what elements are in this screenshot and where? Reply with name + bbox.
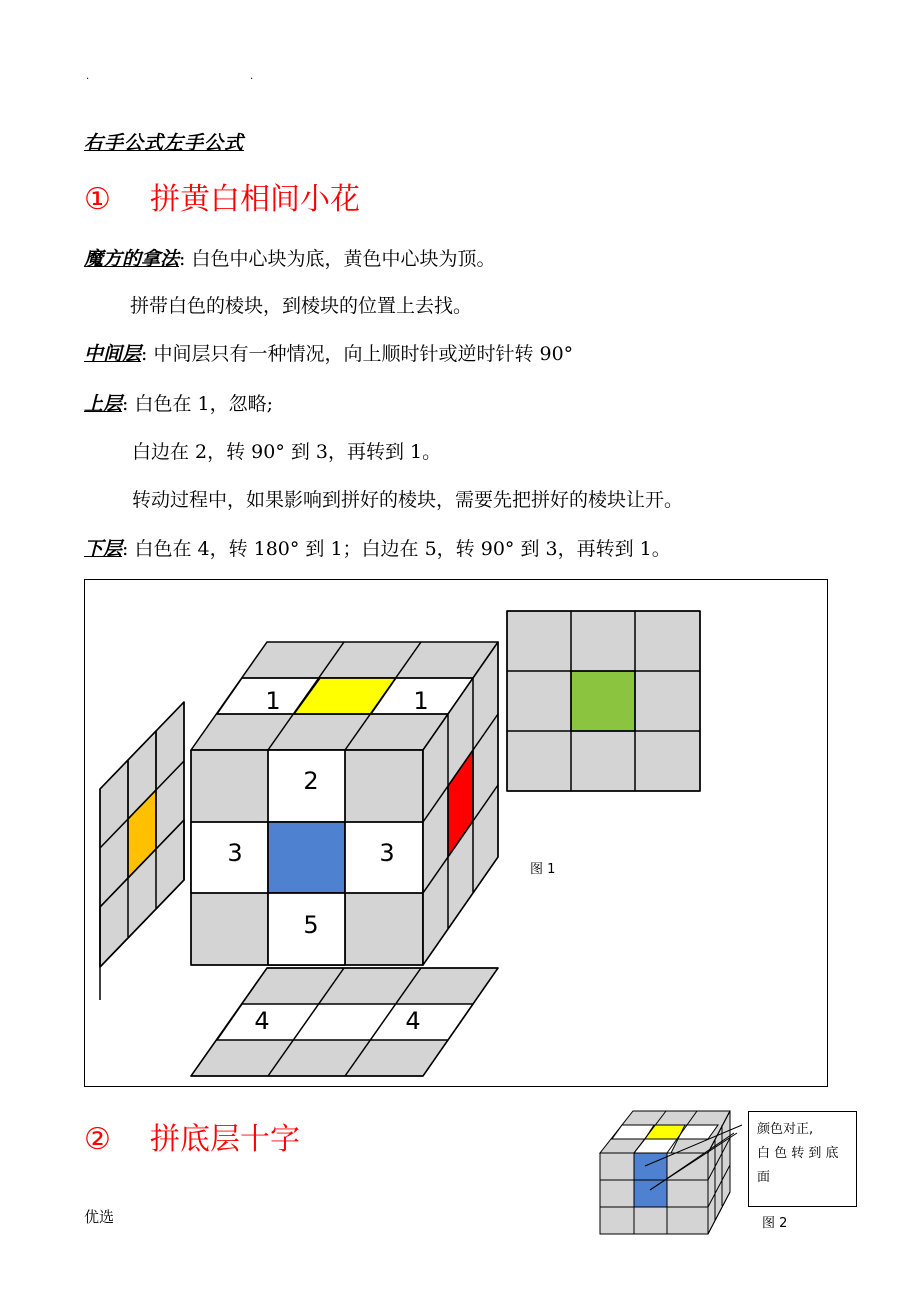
section1-title-text: 拼黄白相间小花	[150, 182, 360, 217]
label-front-left: 3	[227, 839, 243, 867]
footer-text: 优选	[84, 1208, 115, 1226]
section2-title-text: 拼底层十字	[150, 1122, 300, 1157]
note-line-1: 颜色对正,	[757, 1122, 814, 1137]
figure2-note-box	[748, 1111, 857, 1207]
label-bottom-right: 4	[405, 1007, 421, 1035]
label-front-top: 2	[303, 767, 319, 795]
label-top-left: 1	[265, 687, 281, 715]
intro-heading: 右手公式左手公式	[84, 132, 245, 154]
label-front-bottom: 5	[303, 911, 319, 939]
text-line-5: 白边在 2，转 90° 到 3，再转到 1。	[132, 441, 442, 463]
section2-number: ②	[84, 1122, 111, 1157]
figure2-cube	[600, 1111, 742, 1234]
header-mark-left: .	[86, 71, 90, 82]
figure1-caption: 图 1	[530, 862, 556, 877]
label-top-layer: 上层	[84, 393, 123, 415]
label-bottom-layer: 下层	[84, 538, 123, 560]
text-line-6: 转动过程中，如果影响到拼好的棱块，需要先把拼好的棱块让开。	[132, 489, 684, 511]
section1-number: ①	[84, 182, 111, 217]
text-middle-layer: : 中间层只有一种情况，向上顺时针或逆时针转 90°	[141, 343, 574, 365]
label-top-right: 1	[413, 687, 429, 715]
label-front-right: 3	[379, 839, 395, 867]
note-line-2: 白 色 转 到 底	[757, 1146, 839, 1161]
section2-title	[84, 1122, 300, 1158]
text-bottom-layer: : 白色在 4，转 180° 到 1；白边在 5，转 90° 到 3，再转到 1。	[122, 538, 671, 560]
header-mark-right: .	[250, 71, 254, 82]
label-holding: 魔方的拿法	[84, 248, 180, 270]
label-middle-layer: 中间层	[84, 343, 142, 365]
text-holding: : 白色中心块为底，黄色中心块为顶。	[179, 248, 496, 270]
left-face	[100, 702, 184, 1000]
text-top-layer: : 白色在 1，忽略;	[122, 393, 273, 415]
figure2-caption: 图 2	[762, 1216, 788, 1231]
label-bottom-left: 4	[254, 1007, 270, 1035]
text-line-2: 拼带白色的棱块，到棱块的位置上去找。	[130, 295, 473, 317]
note-line-3: 面	[757, 1170, 771, 1185]
